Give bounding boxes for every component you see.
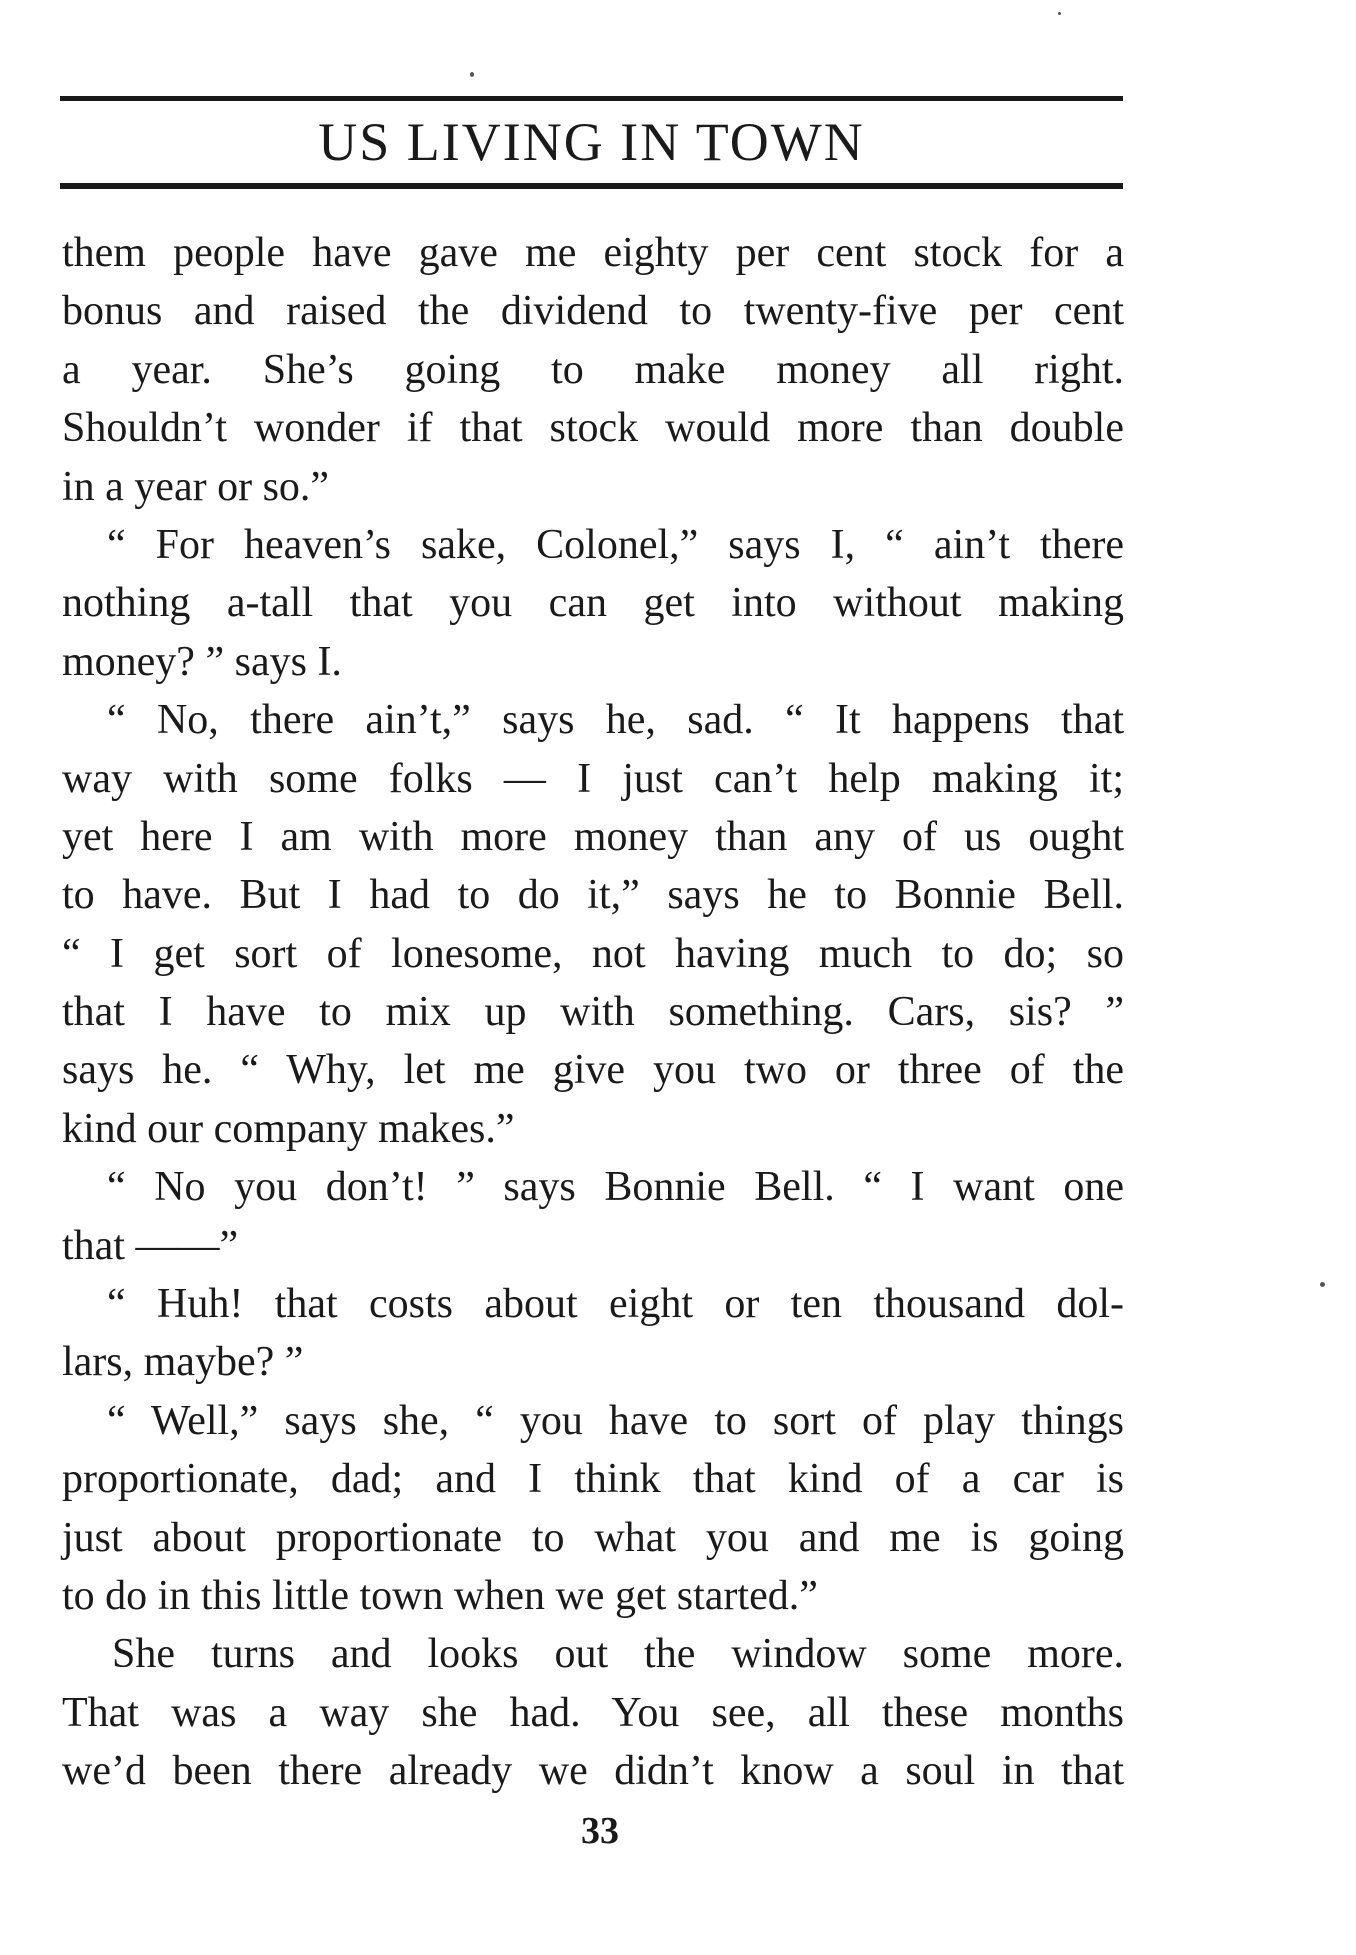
text-line: we’d been there already we didn’t know a soul in that <box>62 1748 1124 1795</box>
scan-speck <box>1320 1282 1325 1287</box>
text-line: That was a way she had. You see, all these months <box>62 1689 1124 1736</box>
text-line: “ Well,” says she, “ you have to sort of play things <box>107 1397 1124 1444</box>
body-text <box>62 224 1124 1801</box>
text-line: just about proportionate to what you and me is going <box>62 1514 1124 1561</box>
text-line: proportionate, dad; and I think that kind of a car is <box>62 1456 1124 1503</box>
text-line: nothing a-tall that you can get into without making <box>62 580 1124 627</box>
text-line: in a year or so.” <box>62 463 330 510</box>
text-line: bonus and raised the dividend to twenty-five per cent <box>62 288 1124 335</box>
text-line: that ——” <box>62 1222 239 1269</box>
text-line: She turns and looks out the window some more. <box>112 1631 1124 1678</box>
text-line: money? ” says I. <box>62 638 342 685</box>
text-line: “ Huh! that costs about eight or ten thousand dol- <box>107 1281 1124 1328</box>
text-line: kind our company makes.” <box>62 1105 515 1152</box>
text-line: Shouldn’t wonder if that stock would more than double <box>62 405 1124 452</box>
text-line: to have. But I had to do it,” says he to Bonnie Bell. <box>62 872 1124 919</box>
header-rule-bottom <box>60 183 1123 189</box>
text-line: yet here I am with more money than any of us ought <box>62 813 1124 860</box>
text-line: a year. She’s going to make money all right. <box>62 346 1124 393</box>
scan-speck <box>470 72 474 77</box>
text-line: lars, maybe? ” <box>62 1339 304 1386</box>
scan-speck <box>1058 12 1061 15</box>
text-line: says he. “ Why, let me give you two or three of the <box>62 1047 1124 1094</box>
text-line: “ For heaven’s sake, Colonel,” says I, “ ain’t there <box>107 521 1124 568</box>
text-line: that I have to mix up with something. Cars, sis? ” <box>62 989 1124 1036</box>
page-number: 33 <box>581 1810 619 1852</box>
running-head-title: US LIVING IN TOWN <box>318 112 865 172</box>
text-line: them people have gave me eighty per cent stock for a <box>62 230 1124 276</box>
text-line: “ No, there ain’t,” says he, sad. “ It happens that <box>107 697 1124 744</box>
text-line: to do in this little town when we get started.” <box>62 1572 818 1619</box>
text-line: way with some folks — I just can’t help making it; <box>62 755 1124 802</box>
text-line: “ I get sort of lonesome, not having much to do; so <box>62 930 1124 977</box>
text-line: “ No you don’t! ” says Bonnie Bell. “ I want one <box>107 1164 1124 1211</box>
header-rule-top <box>60 96 1123 101</box>
